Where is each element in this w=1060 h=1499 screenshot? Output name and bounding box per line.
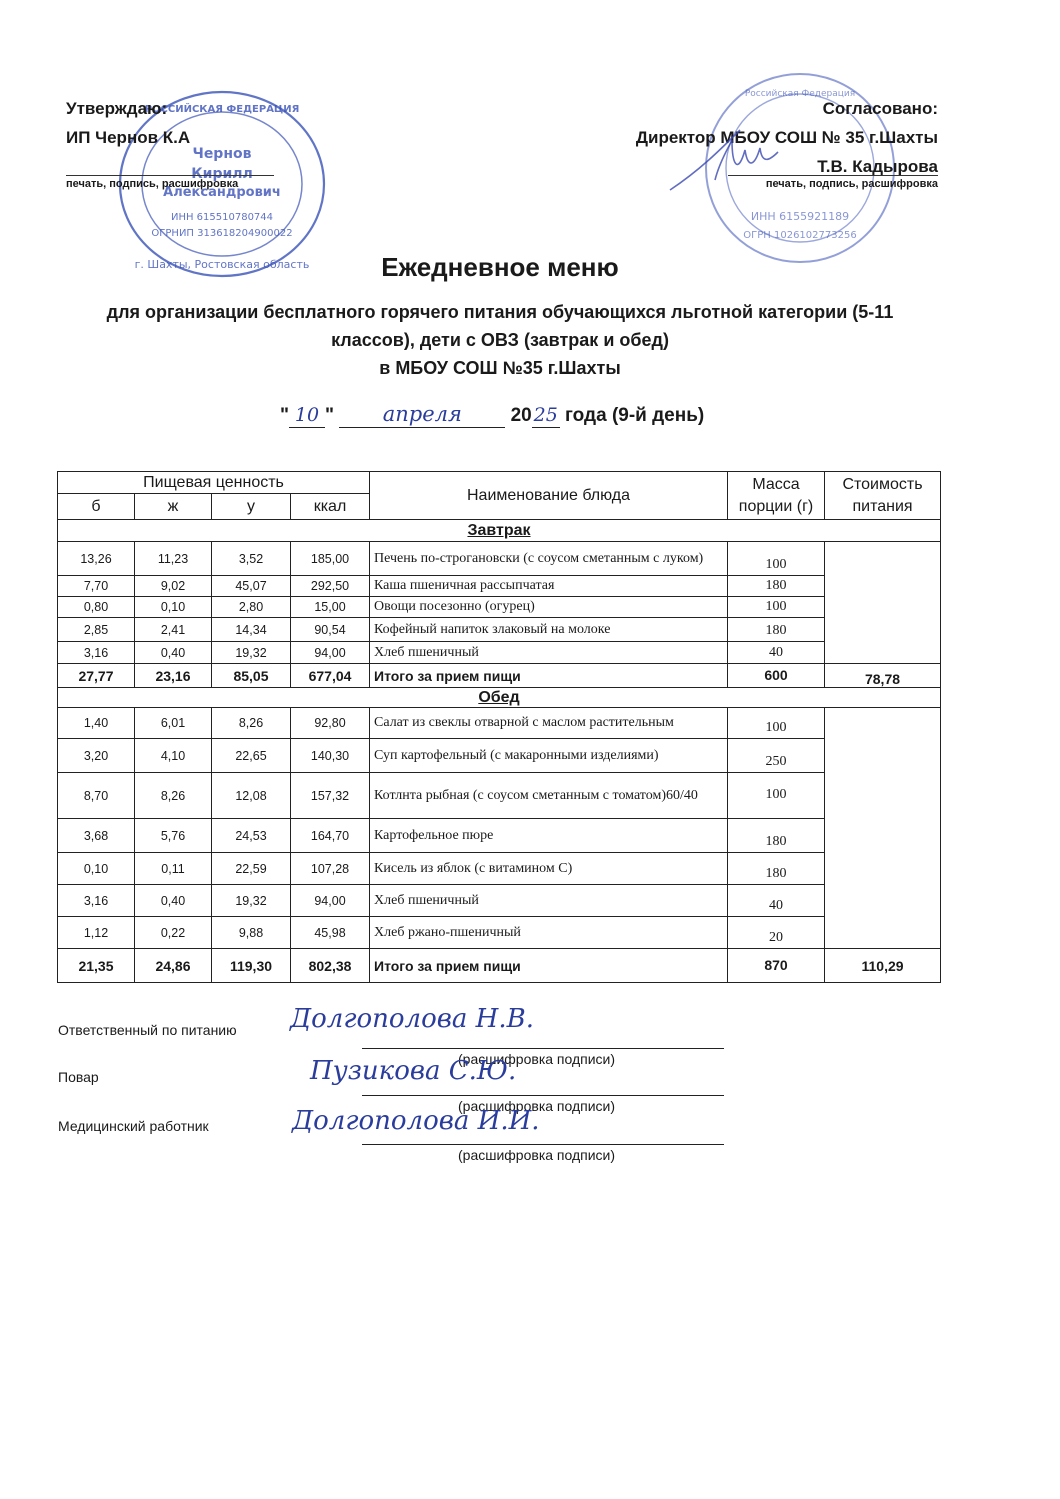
- total-zh: 24,86: [135, 949, 212, 983]
- cell-u: 9,88: [212, 917, 291, 949]
- cell-b: 3,16: [58, 885, 135, 917]
- signature-role-cook: Повар: [58, 1069, 99, 1085]
- section-lunch: Обед: [58, 688, 941, 708]
- svg-text:ИНН 615510780744: ИНН 615510780744: [170, 212, 274, 223]
- table-total-row: [58, 949, 941, 983]
- subtitle-line-2: классов), дети с ОВЗ (завтрак и обед): [331, 330, 669, 350]
- cell-b: 3,20: [58, 739, 135, 773]
- header-zh: ж: [135, 494, 212, 520]
- approve-org: ИП Чернов К.А: [66, 128, 191, 147]
- agree-caption: печать, подпись, расшифровка: [728, 175, 938, 190]
- signature-caption-medic: (расшифровка подписи): [458, 1147, 616, 1163]
- date-quote-open: ": [280, 405, 290, 426]
- cell-u: 8,26: [212, 708, 291, 739]
- date-year-prefix: 20: [510, 405, 532, 426]
- cell-mass: 100: [728, 708, 825, 739]
- cell-b: 3,16: [58, 642, 135, 664]
- header-nutrition: Пищевая ценность: [58, 472, 370, 494]
- director-signature: [660, 120, 800, 200]
- date-day: 10: [289, 404, 325, 428]
- cell-mass: 40: [728, 885, 825, 917]
- svg-text:г. Шахты, Ростовская область: г. Шахты, Ростовская область: [134, 258, 310, 271]
- cell-cost-empty: [825, 542, 941, 664]
- cell-zh: 0,40: [135, 642, 212, 664]
- cell-kcal: 90,54: [291, 618, 370, 642]
- cell-kcal: 45,98: [291, 917, 370, 949]
- cell-b: 1,40: [58, 708, 135, 739]
- cell-cost-empty: [825, 708, 941, 949]
- cell-mass: 100: [728, 597, 825, 618]
- table-row: [58, 708, 941, 739]
- header-cost: Стоимость питания: [825, 472, 941, 520]
- total-b: 27,77: [58, 664, 135, 688]
- date-line: [280, 402, 704, 428]
- cell-b: 8,70: [58, 773, 135, 819]
- cell-dish: Хлеб пшеничный: [370, 642, 728, 664]
- cell-kcal: 92,80: [291, 708, 370, 739]
- subtitle-line-1: для организации бесплатного горячего питания обучающихся льготной категории (5-11: [106, 302, 894, 322]
- cell-zh: 0,10: [135, 597, 212, 618]
- date-month: апреля: [339, 402, 505, 428]
- cell-dish: Каша пшеничная рассыпчатая: [370, 576, 728, 597]
- date-quote-close: ": [325, 405, 335, 426]
- total-u: 119,30: [212, 949, 291, 983]
- svg-text:Российская Федерация: Российская Федерация: [744, 89, 856, 99]
- cell-dish: Овощи посезонно (огурец): [370, 597, 728, 618]
- subtitle-line-3: в МБОУ СОШ №35 г.Шахты: [379, 358, 621, 378]
- svg-text:Чернов: Чернов: [192, 146, 252, 162]
- svg-text:ИНН 6155921189: ИНН 6155921189: [750, 210, 850, 223]
- cell-u: 45,07: [212, 576, 291, 597]
- cell-zh: 11,23: [135, 542, 212, 576]
- cell-u: 2,80: [212, 597, 291, 618]
- section-breakfast: Завтрак: [58, 520, 941, 542]
- cell-b: 7,70: [58, 576, 135, 597]
- total-b: 21,35: [58, 949, 135, 983]
- header-u: у: [212, 494, 291, 520]
- subtitle: [60, 298, 940, 382]
- table-row: [58, 642, 941, 664]
- date-tail: года (9-й день): [565, 405, 705, 426]
- signature-nutrition-handwriting: Долгополова Н.В.: [290, 1004, 534, 1034]
- cell-dish: Хлеб пшеничный: [370, 885, 728, 917]
- svg-text:ОГРНИП 313618204900022: ОГРНИП 313618204900022: [151, 228, 293, 239]
- table-row: [58, 885, 941, 917]
- cell-dish: Кофейный напиток злаковый на молоке: [370, 618, 728, 642]
- total-cost: 110,29: [825, 949, 941, 983]
- table-row: [58, 597, 941, 618]
- table-row: [58, 853, 941, 885]
- cell-dish: Кисель из яблок (с витамином С): [370, 853, 728, 885]
- cell-mass: 100: [728, 542, 825, 576]
- table-row: [58, 819, 941, 853]
- date-year-suffix: 25: [533, 404, 558, 426]
- cell-b: 0,80: [58, 597, 135, 618]
- cell-mass: 180: [728, 819, 825, 853]
- agree-position: Директор МБОУ СОШ № 35 г.Шахты: [635, 128, 938, 147]
- cell-dish: Суп картофельный (с макаронными изделиями): [370, 739, 728, 773]
- signature-caption-cook: (расшифровка подписи): [458, 1098, 616, 1114]
- total-u: 85,05: [212, 664, 291, 688]
- agree-name: Т.В. Кадырова: [817, 157, 938, 176]
- cell-zh: 6,01: [135, 708, 212, 739]
- signature-role-medic: Медицинский работник: [58, 1118, 209, 1134]
- signature-role-nutrition: Ответственный по питанию: [58, 1022, 237, 1038]
- cell-kcal: 292,50: [291, 576, 370, 597]
- cell-u: 3,52: [212, 542, 291, 576]
- cell-u: 12,08: [212, 773, 291, 819]
- header-kcal: ккал: [291, 494, 370, 520]
- cell-u: 22,59: [212, 853, 291, 885]
- cell-zh: 5,76: [135, 819, 212, 853]
- svg-text:Александрович: Александрович: [163, 185, 281, 200]
- header-b: б: [58, 494, 135, 520]
- cell-mass: 100: [728, 773, 825, 819]
- table-row: [58, 739, 941, 773]
- signature-cook-handwriting: Пузикова С.Ю.: [310, 1056, 517, 1086]
- cell-mass: 180: [728, 618, 825, 642]
- cell-mass: 180: [728, 576, 825, 597]
- cell-mass: 180: [728, 853, 825, 885]
- cell-kcal: 94,00: [291, 642, 370, 664]
- cell-u: 14,34: [212, 618, 291, 642]
- signature-line-medic: [362, 1143, 724, 1145]
- signature-caption-nutrition: (расшифровка подписи): [458, 1051, 616, 1067]
- approve-caption: печать, подпись, расшифровка: [66, 175, 274, 190]
- cell-b: 0,10: [58, 853, 135, 885]
- cell-zh: 9,02: [135, 576, 212, 597]
- cell-zh: 8,26: [135, 773, 212, 819]
- total-kcal: 802,38: [291, 949, 370, 983]
- cell-kcal: 15,00: [291, 597, 370, 618]
- cell-b: 1,12: [58, 917, 135, 949]
- cell-mass: 20: [728, 917, 825, 949]
- cell-u: 19,32: [212, 642, 291, 664]
- cell-kcal: 164,70: [291, 819, 370, 853]
- table-row: [58, 917, 941, 949]
- table-row: [58, 542, 941, 576]
- cell-b: 2,85: [58, 618, 135, 642]
- cell-dish: Печень по-строгановски (с соусом сметанным с луком): [370, 542, 728, 576]
- cell-b: 13,26: [58, 542, 135, 576]
- cell-zh: 0,11: [135, 853, 212, 885]
- table-row: [58, 618, 941, 642]
- total-cost: 78,78: [825, 664, 941, 688]
- cell-dish: Котлнта рыбная (с соусом сметанным с томатом)60/40: [370, 773, 728, 819]
- approve-label: Утверждаю:: [66, 99, 168, 118]
- signature-line-nutrition: [362, 1047, 724, 1049]
- cell-u: 19,32: [212, 885, 291, 917]
- total-label: Итого за прием пищи: [370, 664, 728, 688]
- signature-medic-handwriting: Долгополова И.И.: [292, 1106, 540, 1136]
- header-dish: Наименование блюда: [370, 472, 728, 520]
- header-mass: Масса порции (г): [728, 472, 825, 520]
- cell-kcal: 140,30: [291, 739, 370, 773]
- table-row: [58, 576, 941, 597]
- table-row: [58, 773, 941, 819]
- svg-text:Кирилл: Кирилл: [191, 166, 253, 182]
- cell-mass: 250: [728, 739, 825, 773]
- total-zh: 23,16: [135, 664, 212, 688]
- agree-label: Согласовано:: [822, 99, 938, 118]
- cell-kcal: 107,28: [291, 853, 370, 885]
- total-kcal: 677,04: [291, 664, 370, 688]
- cell-kcal: 94,00: [291, 885, 370, 917]
- cell-u: 24,53: [212, 819, 291, 853]
- cell-zh: 4,10: [135, 739, 212, 773]
- menu-table: [57, 471, 941, 983]
- signature-line-cook: [362, 1094, 724, 1096]
- page-title: Ежедневное меню: [381, 252, 619, 282]
- cell-zh: 2,41: [135, 618, 212, 642]
- total-label: Итого за прием пищи: [370, 949, 728, 983]
- total-mass: 870: [728, 949, 825, 983]
- cell-kcal: 185,00: [291, 542, 370, 576]
- cell-dish: Салат из свеклы отварной с маслом растительным: [370, 708, 728, 739]
- cell-dish: Хлеб ржано-пшеничный: [370, 917, 728, 949]
- cell-kcal: 157,32: [291, 773, 370, 819]
- svg-text:ОГРН 1026102773256: ОГРН 1026102773256: [743, 230, 857, 241]
- cell-zh: 0,40: [135, 885, 212, 917]
- cell-u: 22,65: [212, 739, 291, 773]
- svg-text:РОССИЙСКАЯ ФЕДЕРАЦИЯ: РОССИЙСКАЯ ФЕДЕРАЦИЯ: [144, 104, 300, 115]
- cell-mass: 40: [728, 642, 825, 664]
- cell-dish: Картофельное пюре: [370, 819, 728, 853]
- approve-block: [66, 94, 190, 152]
- cell-zh: 0,22: [135, 917, 212, 949]
- table-total-row: [58, 664, 941, 688]
- cell-b: 3,68: [58, 819, 135, 853]
- total-mass: 600: [728, 664, 825, 688]
